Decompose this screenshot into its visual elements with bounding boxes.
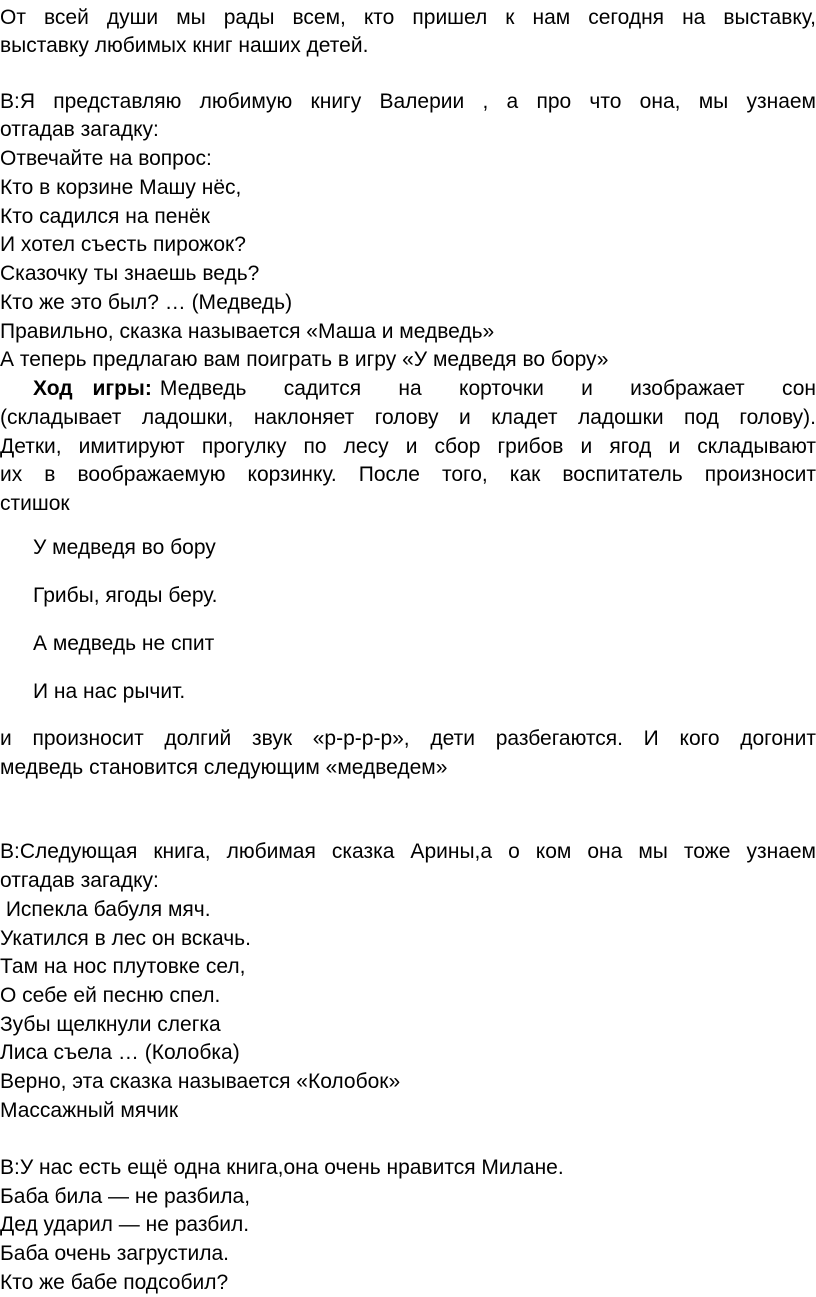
section2-line-7: Зубы щелкнули слегка <box>0 1013 221 1036</box>
section2-line-3: Испекла бабуля мяч. <box>0 898 211 921</box>
section1-line-10: А теперь предлагаю вам поиграть в игру «У медведя во бору» <box>0 348 609 371</box>
after-poem-line-2: медведь становится следующим «медведем» <box>0 756 448 779</box>
section2-line-6: О себе ей песню спел. <box>0 984 221 1007</box>
section2-line-8: Лиса съела … (Колобка) <box>0 1041 240 1064</box>
section3-line-3: Дед ударил — не разбил. <box>0 1213 250 1236</box>
game-line-1-rest: Медведь садится на корточки и изображает сон <box>159 377 816 400</box>
section3-line-2: Баба била — не разбила, <box>0 1185 251 1208</box>
section1-line-9: Правильно, сказка называется «Маша и медведь» <box>0 320 495 343</box>
section2-line-5: Там на нос плутовке сел, <box>0 955 246 978</box>
section3-line-5: Кто же бабе подсобил? <box>0 1271 229 1294</box>
section2-line-9: Верно, эта сказка называется «Колобок» <box>0 1070 401 1093</box>
section2-line-4: Укатился в лес он вскачь. <box>0 927 251 950</box>
game-line-3: Детки, имитируют прогулку по лесу и сбор грибов и ягод и складывают <box>0 435 816 458</box>
game-line-1 <box>33 375 816 403</box>
game-heading: Ход игры: <box>33 377 152 400</box>
game-line-5: стишок <box>0 492 70 515</box>
section2-line-2: отгадав загадку: <box>0 869 159 892</box>
section2-line-10: Массажный мячик <box>0 1099 179 1122</box>
game-line-2: (складывает ладошки, наклоняет голову и кладет ладошки под голову). <box>0 406 816 429</box>
section1-line-5: Кто садился на пенёк <box>0 205 210 228</box>
poem-line-2: Грибы, ягоды беру. <box>33 584 218 607</box>
section3-line-1: В:У нас есть ещё одна книга,она очень нравится Милане. <box>0 1156 564 1179</box>
section1-line-6: И хотел съесть пирожок? <box>0 233 246 256</box>
section1-line-7: Сказочку ты знаешь ведь? <box>0 262 260 285</box>
game-line-4: их в воображаемую корзинку. После того, как воспитатель произносит <box>0 463 816 486</box>
after-poem-line-1: и произносит долгий звук «р-р-р-р», дети разбегаются. И кого догонит <box>0 727 816 750</box>
poem-line-1: У медведя во бору <box>33 536 216 559</box>
intro-line-1: От всей души мы рады всем, кто пришел к нам сегодня на выставку, <box>0 6 816 29</box>
section2-line-1: В:Следующая книга, любимая сказка Арины,а о ком она мы тоже узнаем <box>0 840 816 863</box>
section1-line-4: Кто в корзине Машу нёс, <box>0 176 242 199</box>
poem-line-4: И на нас рычит. <box>33 680 186 703</box>
section3-line-4: Баба очень загрустила. <box>0 1242 230 1265</box>
poem-line-3: А медведь не спит <box>33 632 215 655</box>
section1-line-3: Отвечайте на вопрос: <box>0 147 212 170</box>
section1-line-2: отгадав загадку: <box>0 118 159 141</box>
section1-line-1: В:Я представляю любимую книгу Валерии , а про что она, мы узнаем <box>0 90 816 113</box>
section1-line-8: Кто же это был? … (Медведь) <box>0 291 293 314</box>
intro-line-2: выставку любимых книг наших детей. <box>0 34 369 57</box>
